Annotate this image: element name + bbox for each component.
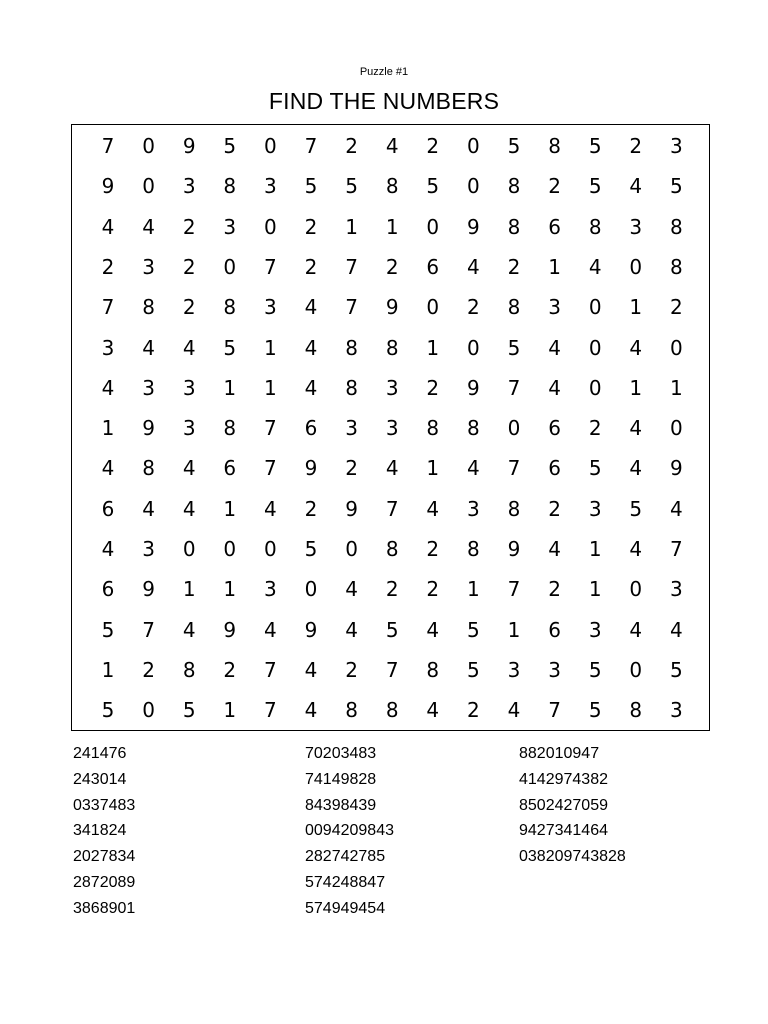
grid-cell[interactable]: 0 bbox=[264, 537, 277, 561]
grid-cell[interactable]: 6 bbox=[304, 416, 318, 441]
grid-cell[interactable]: 1 bbox=[629, 295, 643, 320]
grid-cell[interactable]: 5 bbox=[223, 335, 237, 360]
grid-cell[interactable]: 2 bbox=[101, 254, 115, 279]
grid-cell[interactable]: 2 bbox=[629, 134, 643, 158]
grid-cell[interactable]: 1 bbox=[588, 577, 602, 602]
grid-cell[interactable]: 3 bbox=[385, 375, 399, 400]
grid-cell[interactable]: 4 bbox=[304, 698, 318, 723]
word-list-item: 574949454 bbox=[305, 899, 386, 917]
grid-cell[interactable]: 7 bbox=[264, 698, 277, 723]
grid-row bbox=[72, 408, 709, 448]
grid-cell[interactable]: 0 bbox=[264, 214, 277, 239]
grid-cell[interactable]: 9 bbox=[507, 537, 521, 561]
grid-cell[interactable]: 9 bbox=[304, 456, 318, 481]
grid-cell[interactable]: 6 bbox=[101, 496, 115, 521]
grid-cell[interactable]: 3 bbox=[588, 617, 602, 642]
grid-cell[interactable]: 4 bbox=[101, 456, 115, 481]
grid-cell[interactable]: 9 bbox=[345, 496, 358, 521]
grid-cell[interactable]: 1 bbox=[426, 456, 440, 481]
grid-cell[interactable]: 7 bbox=[264, 456, 277, 481]
grid-row bbox=[72, 489, 709, 529]
grid-cell[interactable]: 4 bbox=[182, 496, 196, 521]
grid-cell[interactable]: 0 bbox=[588, 335, 602, 360]
grid-row bbox=[72, 328, 709, 368]
grid-cell[interactable]: 0 bbox=[142, 698, 155, 723]
grid-cell[interactable]: 8 bbox=[345, 375, 358, 400]
grid-cell[interactable]: 2 bbox=[182, 295, 196, 320]
grid-cell[interactable]: 8 bbox=[426, 657, 440, 682]
grid-cell[interactable]: 5 bbox=[588, 134, 602, 158]
grid-cell[interactable]: 4 bbox=[182, 335, 196, 360]
word-list-item: 0337483 bbox=[73, 796, 136, 814]
grid-cell[interactable]: 4 bbox=[629, 537, 643, 561]
grid-cell[interactable]: 8 bbox=[426, 416, 440, 441]
word-list-item: 282742785 bbox=[305, 848, 386, 866]
grid-cell[interactable]: 8 bbox=[670, 214, 683, 239]
word-list-item: 341824 bbox=[73, 822, 127, 840]
grid-cell[interactable]: 1 bbox=[101, 657, 115, 682]
grid-cell[interactable]: 2 bbox=[182, 254, 196, 279]
grid-cell[interactable]: 1 bbox=[507, 617, 521, 642]
grid-cell[interactable]: 0 bbox=[345, 537, 358, 561]
grid-cell[interactable]: 5 bbox=[345, 174, 358, 199]
grid-cell[interactable]: 6 bbox=[548, 456, 561, 481]
word-list-item: 74149828 bbox=[305, 770, 377, 788]
word-list-item: 4142974382 bbox=[519, 770, 608, 788]
grid-cell[interactable]: 7 bbox=[385, 496, 399, 521]
grid-cell[interactable]: 8 bbox=[670, 254, 683, 279]
grid-cell[interactable]: 3 bbox=[182, 375, 196, 400]
grid-cell[interactable]: 6 bbox=[548, 617, 561, 642]
grid-cell[interactable]: 1 bbox=[223, 375, 237, 400]
grid-cell[interactable]: 2 bbox=[142, 657, 155, 682]
grid-cell[interactable]: 4 bbox=[426, 698, 440, 723]
grid-cell[interactable]: 5 bbox=[588, 174, 602, 199]
grid-row bbox=[72, 126, 709, 166]
grid-cell[interactable]: 7 bbox=[385, 657, 399, 682]
grid-cell[interactable]: 0 bbox=[588, 295, 602, 320]
grid-cell[interactable]: 0 bbox=[629, 657, 643, 682]
grid-cell[interactable]: 2 bbox=[670, 295, 683, 320]
grid-cell[interactable]: 9 bbox=[467, 375, 480, 400]
grid-cell[interactable]: 6 bbox=[101, 577, 115, 602]
grid-cell[interactable]: 1 bbox=[264, 375, 277, 400]
grid-cell[interactable]: 3 bbox=[182, 416, 196, 441]
grid-cell[interactable]: 8 bbox=[385, 537, 399, 561]
grid-cell[interactable]: 4 bbox=[629, 416, 643, 441]
grid-cell[interactable]: 8 bbox=[507, 295, 521, 320]
grid-cell[interactable]: 0 bbox=[264, 134, 277, 158]
grid-cell[interactable]: 3 bbox=[670, 698, 683, 723]
word-list-column-3 bbox=[519, 741, 719, 870]
grid-cell[interactable]: 7 bbox=[264, 416, 277, 441]
word-list-item: 9427341464 bbox=[519, 822, 608, 840]
grid-cell[interactable]: 3 bbox=[385, 416, 399, 441]
grid-cell[interactable]: 4 bbox=[142, 335, 155, 360]
grid-cell[interactable]: 4 bbox=[629, 456, 643, 481]
grid-cell[interactable]: 8 bbox=[467, 537, 480, 561]
grid-cell[interactable]: 3 bbox=[264, 174, 277, 199]
grid-cell[interactable]: 0 bbox=[467, 134, 480, 158]
grid-cell[interactable]: 4 bbox=[264, 617, 277, 642]
grid-cell[interactable]: 1 bbox=[426, 335, 440, 360]
grid-row bbox=[72, 368, 709, 408]
grid-cell[interactable]: 4 bbox=[385, 456, 399, 481]
grid-cell[interactable]: 0 bbox=[223, 537, 237, 561]
grid-cell[interactable]: 8 bbox=[345, 335, 358, 360]
grid-cell[interactable]: 4 bbox=[670, 617, 683, 642]
word-list-item: 574248847 bbox=[305, 873, 386, 891]
grid-cell[interactable]: 3 bbox=[548, 295, 561, 320]
grid-cell[interactable]: 6 bbox=[223, 456, 237, 481]
grid-cell[interactable]: 9 bbox=[670, 456, 683, 481]
grid-cell[interactable]: 7 bbox=[101, 295, 115, 320]
grid-cell[interactable]: 4 bbox=[548, 335, 561, 360]
grid-cell[interactable]: 5 bbox=[304, 537, 318, 561]
grid-cell[interactable]: 3 bbox=[548, 657, 561, 682]
grid-cell[interactable]: 1 bbox=[629, 375, 643, 400]
word-list-item: 038209743828 bbox=[519, 848, 626, 866]
grid-cell[interactable]: 8 bbox=[507, 174, 521, 199]
grid-cell[interactable]: 3 bbox=[467, 496, 480, 521]
grid-cell[interactable]: 2 bbox=[548, 174, 561, 199]
grid-cell[interactable]: 4 bbox=[629, 174, 643, 199]
grid-cell[interactable]: 3 bbox=[670, 134, 683, 158]
grid-cell[interactable]: 3 bbox=[629, 214, 643, 239]
grid-cell[interactable]: 4 bbox=[142, 496, 155, 521]
grid-cell[interactable]: 2 bbox=[548, 577, 561, 602]
grid-cell[interactable]: 3 bbox=[507, 657, 521, 682]
grid-cell[interactable]: 8 bbox=[142, 456, 155, 481]
grid-cell[interactable]: 1 bbox=[223, 698, 237, 723]
grid-cell[interactable]: 4 bbox=[629, 617, 643, 642]
grid-cell[interactable]: 2 bbox=[426, 134, 440, 158]
grid-cell[interactable]: 2 bbox=[385, 254, 399, 279]
grid-cell[interactable]: 1 bbox=[548, 254, 561, 279]
grid-cell[interactable]: 4 bbox=[182, 456, 196, 481]
grid-cell[interactable]: 0 bbox=[223, 254, 237, 279]
grid-cell[interactable]: 0 bbox=[670, 335, 683, 360]
grid-cell[interactable]: 0 bbox=[426, 214, 440, 239]
grid-cell[interactable]: 5 bbox=[304, 174, 318, 199]
grid-cell[interactable]: 2 bbox=[345, 657, 358, 682]
word-list-item: 8502427059 bbox=[519, 796, 608, 814]
grid-cell[interactable]: 8 bbox=[345, 698, 358, 723]
grid-cell[interactable]: 6 bbox=[548, 416, 561, 441]
grid-cell[interactable]: 2 bbox=[467, 295, 480, 320]
grid-cell[interactable]: 1 bbox=[223, 577, 237, 602]
grid-cell[interactable]: 2 bbox=[426, 375, 440, 400]
grid-cell[interactable]: 5 bbox=[588, 456, 602, 481]
word-list-item: 243014 bbox=[73, 770, 127, 788]
grid-cell[interactable]: 5 bbox=[588, 698, 602, 723]
grid-cell[interactable]: 8 bbox=[385, 335, 399, 360]
grid-cell[interactable]: 8 bbox=[223, 416, 237, 441]
grid-cell[interactable]: 4 bbox=[548, 375, 561, 400]
grid-cell[interactable]: 2 bbox=[548, 496, 561, 521]
grid-cell[interactable]: 4 bbox=[142, 214, 155, 239]
grid-cell[interactable]: 3 bbox=[182, 174, 196, 199]
grid-cell[interactable]: 2 bbox=[304, 496, 318, 521]
grid-cell[interactable]: 5 bbox=[101, 698, 115, 723]
grid-cell[interactable]: 9 bbox=[101, 174, 115, 199]
grid-cell[interactable]: 3 bbox=[101, 335, 115, 360]
grid-cell[interactable]: 0 bbox=[629, 254, 643, 279]
grid-cell[interactable]: 4 bbox=[467, 456, 480, 481]
grid-cell[interactable]: 0 bbox=[467, 174, 480, 199]
grid-cell[interactable]: 1 bbox=[264, 335, 277, 360]
word-list-item: 0094209843 bbox=[305, 822, 394, 840]
word-list-item: 2872089 bbox=[73, 873, 136, 891]
grid-cell[interactable]: 9 bbox=[182, 134, 196, 158]
grid-cell[interactable]: 2 bbox=[304, 214, 318, 239]
grid-cell[interactable]: 8 bbox=[385, 698, 399, 723]
grid-cell[interactable]: 1 bbox=[345, 214, 358, 239]
word-list bbox=[0, 741, 768, 931]
grid-cell[interactable]: 4 bbox=[101, 375, 115, 400]
grid-cell[interactable]: 4 bbox=[467, 254, 480, 279]
word-list-column-2 bbox=[305, 741, 505, 922]
grid-cell[interactable]: 3 bbox=[223, 214, 237, 239]
grid-cell[interactable]: 8 bbox=[182, 657, 196, 682]
grid-cell[interactable]: 2 bbox=[304, 254, 318, 279]
grid-cell[interactable]: 2 bbox=[345, 456, 358, 481]
grid-cell[interactable]: 0 bbox=[304, 577, 318, 602]
grid-cell[interactable]: 5 bbox=[467, 657, 480, 682]
grid-cell[interactable]: 0 bbox=[142, 134, 155, 158]
grid-cell[interactable]: 2 bbox=[223, 657, 237, 682]
grid-row bbox=[72, 650, 709, 690]
grid-cell[interactable]: 0 bbox=[588, 375, 602, 400]
grid-cell[interactable]: 8 bbox=[507, 214, 521, 239]
grid-cell[interactable]: 8 bbox=[507, 496, 521, 521]
grid-cell[interactable]: 7 bbox=[548, 698, 561, 723]
page-title: FIND THE NUMBERS bbox=[268, 88, 500, 114]
grid-cell[interactable]: 9 bbox=[304, 617, 318, 642]
grid-cell[interactable]: 5 bbox=[101, 617, 115, 642]
grid-cell[interactable]: 5 bbox=[507, 134, 521, 158]
grid-cell[interactable]: 5 bbox=[670, 657, 683, 682]
grid-cell[interactable]: 0 bbox=[182, 537, 196, 561]
grid-cell[interactable]: 4 bbox=[548, 537, 561, 561]
grid-cell[interactable]: 0 bbox=[426, 295, 440, 320]
grid-cell[interactable]: 5 bbox=[385, 617, 399, 642]
grid-cell[interactable]: 7 bbox=[507, 456, 521, 481]
grid-cell[interactable]: 1 bbox=[101, 416, 115, 441]
grid-cell[interactable]: 9 bbox=[467, 214, 480, 239]
grid-cell[interactable]: 7 bbox=[142, 617, 155, 642]
grid-cell[interactable]: 4 bbox=[304, 657, 318, 682]
word-list-item: 241476 bbox=[73, 745, 127, 762]
grid-cell[interactable]: 3 bbox=[264, 577, 277, 602]
grid-cell[interactable]: 2 bbox=[588, 416, 602, 441]
puzzle-number: Puzzle #1 bbox=[359, 66, 409, 78]
grid-cell[interactable]: 1 bbox=[223, 496, 237, 521]
number-grid bbox=[72, 125, 709, 730]
grid-cell[interactable]: 2 bbox=[507, 254, 521, 279]
grid-cell[interactable]: 2 bbox=[182, 214, 196, 239]
grid-cell[interactable]: 2 bbox=[345, 134, 358, 158]
grid-cell[interactable]: 4 bbox=[507, 698, 521, 723]
grid-cell[interactable]: 6 bbox=[548, 214, 561, 239]
grid-cell[interactable]: 4 bbox=[264, 496, 277, 521]
grid-cell[interactable]: 8 bbox=[385, 174, 399, 199]
grid-cell[interactable]: 3 bbox=[264, 295, 277, 320]
grid-cell[interactable]: 4 bbox=[426, 496, 440, 521]
grid-row bbox=[72, 569, 709, 609]
grid-cell[interactable]: 1 bbox=[385, 214, 399, 239]
grid-cell[interactable]: 7 bbox=[507, 577, 521, 602]
grid-cell[interactable]: 5 bbox=[507, 335, 521, 360]
grid-cell[interactable]: 9 bbox=[223, 617, 237, 642]
word-list-item: 84398439 bbox=[305, 796, 377, 814]
grid-cell[interactable]: 3 bbox=[588, 496, 602, 521]
grid-cell[interactable]: 1 bbox=[182, 577, 196, 602]
grid-cell[interactable]: 2 bbox=[426, 537, 440, 561]
puzzle-grid bbox=[71, 124, 710, 731]
grid-cell[interactable]: 7 bbox=[507, 375, 521, 400]
grid-cell[interactable]: 2 bbox=[426, 577, 440, 602]
grid-cell[interactable]: 4 bbox=[101, 537, 115, 561]
grid-cell[interactable]: 8 bbox=[588, 214, 602, 239]
grid-cell[interactable]: 2 bbox=[385, 577, 399, 602]
grid-cell[interactable]: 0 bbox=[467, 335, 480, 360]
grid-cell[interactable]: 4 bbox=[304, 375, 318, 400]
grid-cell[interactable]: 4 bbox=[426, 617, 440, 642]
grid-cell[interactable]: 7 bbox=[304, 134, 318, 158]
grid-cell[interactable]: 7 bbox=[101, 134, 115, 158]
grid-cell[interactable]: 5 bbox=[426, 174, 440, 199]
grid-cell[interactable]: 3 bbox=[670, 577, 683, 602]
grid-row bbox=[72, 287, 709, 327]
grid-cell[interactable]: 8 bbox=[467, 416, 480, 441]
word-list-item: 2027834 bbox=[73, 848, 136, 866]
grid-cell[interactable]: 4 bbox=[588, 254, 602, 279]
grid-cell[interactable]: 0 bbox=[629, 577, 643, 602]
word-list-item: 3868901 bbox=[73, 899, 136, 917]
grid-cell[interactable]: 5 bbox=[588, 657, 602, 682]
grid-cell[interactable]: 4 bbox=[670, 496, 683, 521]
grid-cell[interactable]: 9 bbox=[385, 295, 399, 320]
grid-cell[interactable]: 4 bbox=[304, 335, 318, 360]
grid-cell[interactable]: 1 bbox=[670, 375, 683, 400]
grid-row bbox=[72, 448, 709, 488]
grid-cell[interactable]: 9 bbox=[142, 577, 155, 602]
grid-cell[interactable]: 8 bbox=[548, 134, 561, 158]
grid-cell[interactable]: 5 bbox=[629, 496, 643, 521]
word-list-item: 70203483 bbox=[305, 745, 377, 762]
grid-cell[interactable]: 5 bbox=[182, 698, 196, 723]
grid-cell[interactable]: 5 bbox=[467, 617, 480, 642]
grid-cell[interactable]: 3 bbox=[142, 537, 155, 561]
grid-cell[interactable]: 6 bbox=[426, 254, 440, 279]
grid-cell[interactable]: 3 bbox=[345, 416, 358, 441]
grid-cell[interactable]: 4 bbox=[304, 295, 318, 320]
grid-cell[interactable]: 3 bbox=[142, 375, 155, 400]
grid-cell[interactable]: 7 bbox=[670, 537, 683, 561]
grid-cell[interactable]: 9 bbox=[142, 416, 155, 441]
grid-cell[interactable]: 7 bbox=[264, 657, 277, 682]
grid-cell[interactable]: 2 bbox=[467, 698, 480, 723]
grid-row bbox=[72, 610, 709, 650]
word-list-column-1 bbox=[73, 741, 273, 922]
grid-cell[interactable]: 8 bbox=[142, 295, 155, 320]
grid-cell[interactable]: 4 bbox=[385, 134, 399, 158]
grid-cell[interactable]: 1 bbox=[467, 577, 480, 602]
grid-cell[interactable]: 0 bbox=[142, 174, 155, 199]
grid-cell[interactable]: 8 bbox=[629, 698, 643, 723]
grid-cell[interactable]: 4 bbox=[345, 617, 358, 642]
word-list-item: 882010947 bbox=[519, 745, 600, 762]
grid-cell[interactable]: 4 bbox=[101, 214, 115, 239]
grid-cell[interactable]: 1 bbox=[588, 537, 602, 561]
grid-cell[interactable]: 7 bbox=[345, 295, 358, 320]
grid-row bbox=[72, 529, 709, 569]
grid-cell[interactable]: 0 bbox=[507, 416, 521, 441]
grid-row bbox=[72, 690, 709, 730]
grid-cell[interactable]: 8 bbox=[223, 174, 237, 199]
grid-cell[interactable]: 5 bbox=[670, 174, 683, 199]
grid-cell[interactable]: 5 bbox=[223, 134, 237, 158]
grid-row bbox=[72, 207, 709, 247]
grid-cell[interactable]: 4 bbox=[629, 335, 643, 360]
grid-cell[interactable]: 4 bbox=[182, 617, 196, 642]
grid-cell[interactable]: 3 bbox=[142, 254, 155, 279]
grid-row bbox=[72, 166, 709, 206]
grid-cell[interactable]: 8 bbox=[223, 295, 237, 320]
grid-cell[interactable]: 4 bbox=[345, 577, 358, 602]
grid-cell[interactable]: 0 bbox=[670, 416, 683, 441]
grid-cell[interactable]: 7 bbox=[264, 254, 277, 279]
grid-row bbox=[72, 247, 709, 287]
grid-cell[interactable]: 7 bbox=[345, 254, 358, 279]
